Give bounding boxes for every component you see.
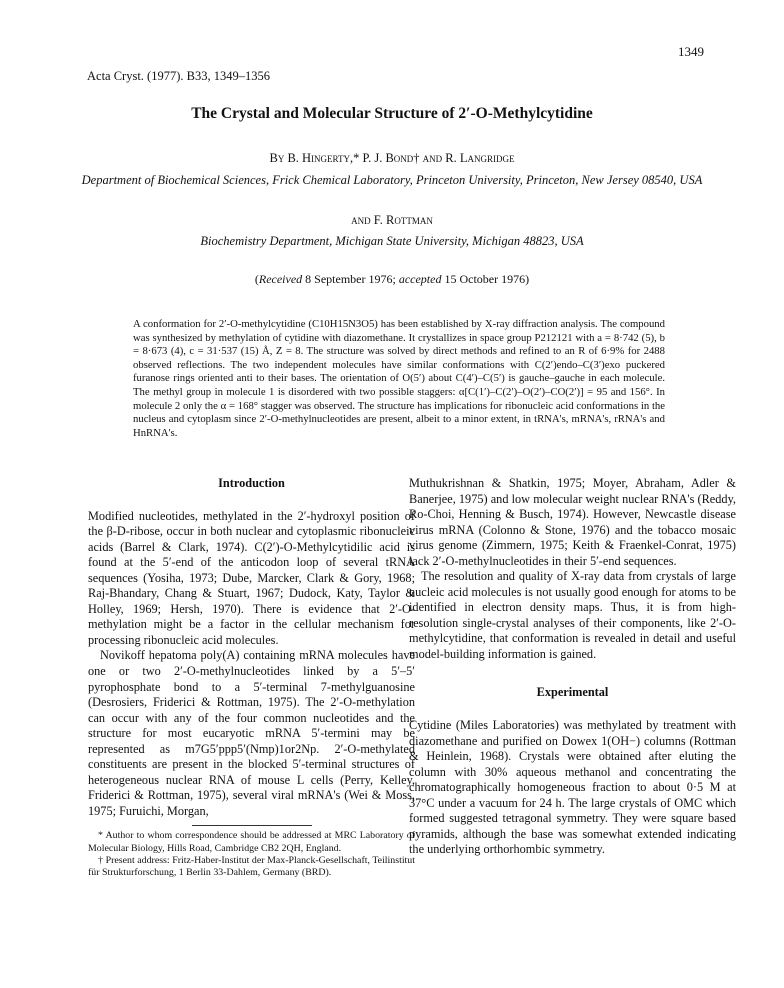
received-label: Received [258, 272, 303, 286]
abstract: A conformation for 2′-O-methylcytidine (C10H15N3O5) has been established by X-ray diffraction analysis. The compound was synthesized by methylation of cytidine with diazomethane. It crystallizes in space group P212121 with a = 8·742 (5), b = 8·673 (4), c = 31·537 (15) Å, Z = 8. The structure was solved by direct methods and refined to an R of 6·9% for 2488 observed reflections. The two independent molecules have similar conformations with C(2′)endo–C(3′)exo puckered furanose rings oriented anti to their bases. The orientation of O(5′) about C(4′)–C(5′) is gauche–gauche in each molecule. The methyl group in molecule 1 is disordered with two possible staggers: α[C(1′)–C(2′)–O(2′)–CO(2′)] = 95 and 156°. In molecule 2 only the α = 168° stagger was observed. The structure has implications for ribonucleic acid conformations in the nucleus and cytoplasm since 2′-O-methylnucleotides are present, albeit to a minor extent, in tRNA's, mRNA's, rRNA's and HnRNA's. [133, 318, 665, 439]
received-open: ( [254, 272, 259, 286]
accepted-date: 15 October 1976) [441, 272, 530, 286]
journal-reference: Acta Cryst. (1977). B33, 1349–1356 [87, 69, 270, 83]
introduction-continuation: Muthukrishnan & Shatkin, 1975; Moyer, Abraham, Adler & Banerjee, 1975) and low molecular weight nuclear RNA's (Reddy, Ro-Choi, Henning & Busch, 1974). However, Newcastle disease virus mRNA (Colonno & Stone, 1976) and the tobacco mosaic virus genome (Zimmern, 1975; Keith & Fraenkel-Conrat, 1975) lack 2′-O-methylnucleotides in their 5′-end sequences. [409, 476, 736, 568]
experimental-paragraph: Cytidine (Miles Laboratories) was methylated by treatment with diazomethane and purified on Dowex 1(OH−) columns (Rottman & Heinlein, 1968). Crystals were obtained after eluting the column with 30% aqueous methanol and concentrating the chromatographically homogeneous fraction to about 0·5 M at 37°C under a vacuum for 24 h. The large crystals of OMC which formed suggested tetragonal symmetry. They were square based pyramids, although the base was somewhat extended indicating the underlying orthorhombic symmetry. [409, 718, 736, 857]
introduction-paragraph-2: Novikoff hepatoma poly(A) containing mRNA molecules have one or two 2′-O-methylnucleotides linked by a 5′–5′ pyrophosphate bond to a 5′-terminal 7-methylguanosine (Desrosiers, Friderici & Rottman, 1975). The 2′-O-methylation can occur with any of the four common nucleotides and the structure for most eucaryotic mRNA 5′-termini may be represented as m7G5′ppp5′(Nmp)1or2Np. 2′-O-methylated constituents are present in the blocked 5′-terminal structures of heterogeneous nuclear RNA of mouse L cells (Perry, Kelley, Friderici & Rottman, 1975), several viral mRNA's (Wei & Moss, 1975; Furuichi, Morgan, [88, 648, 415, 818]
paper-title: The Crystal and Molecular Structure of 2′-O-Methylcytidine [191, 105, 593, 122]
left-column [88, 476, 415, 879]
introduction-paragraph-3: The resolution and quality of X-ray data from crystals of large nucleic acid molecules is not usually good enough for atoms to be identified in electron density maps. Thus, it is from high-resolution single-crystal analyses of their components, like 2′-O-methylcytidine, that conformation is revealed in detail and useful model-building information is gained. [409, 569, 736, 662]
introduction-heading: Introduction [218, 476, 285, 490]
received-dates [0, 271, 784, 288]
experimental-heading: Experimental [536, 684, 609, 699]
accepted-label: accepted [398, 272, 442, 286]
received-date: 8 September 1976; [302, 272, 399, 286]
affiliation-princeton: Department of Biochemical Sciences, Frick Chemical Laboratory, Princeton University, Princeton, New Jersey 08540, USA [81, 173, 703, 187]
author-list: By B. Hingerty,* P. J. Bond† and R. Langridge [269, 151, 515, 165]
page-number: 1349 [678, 44, 704, 59]
footnote-present-address: † Present address: Fritz-Haber-Institut der Max-Planck-Gesellschaft, Teilinstitut für Strukturforschung, 1 Berlin 33-Dahlem, Germany (BRD). [88, 854, 415, 879]
introduction-paragraph-1: Modified nucleotides, methylated in the 2′-hydroxyl position of the β-D-ribose, occur in both nuclear and cytoplasmic ribonucleic acids (Barrel & Clark, 1974). C(2′)-O-Methylcytidilic acid is found at the 5′-end of the anticodon loop of several tRNA sequences (Yosiha, 1973; Dube, Marcker, Clark & Gory, 1968; Raj-Bhandary, Chang & Stuart, 1967; Dudock, Katy, Taylor & Holley, 1969; Hersh, 1970). There is evidence that 2′-O-methylation might be a factor in the cellular mechanism for processing ribonucleic acid molecules. [88, 508, 415, 647]
footnote-correspondence: * Author to whom correspondence should be addressed at MRC Laboratory of Molecular Biology, Hills Road, Cambridge CB2 2QH, England. [88, 830, 415, 854]
affiliation-michigan: Biochemistry Department, Michigan State University, Michigan 48823, USA [200, 234, 584, 248]
footnotes [88, 825, 415, 879]
additional-author: and F. Rottman [351, 213, 433, 227]
right-column [409, 476, 736, 858]
footnote-divider [192, 825, 312, 826]
